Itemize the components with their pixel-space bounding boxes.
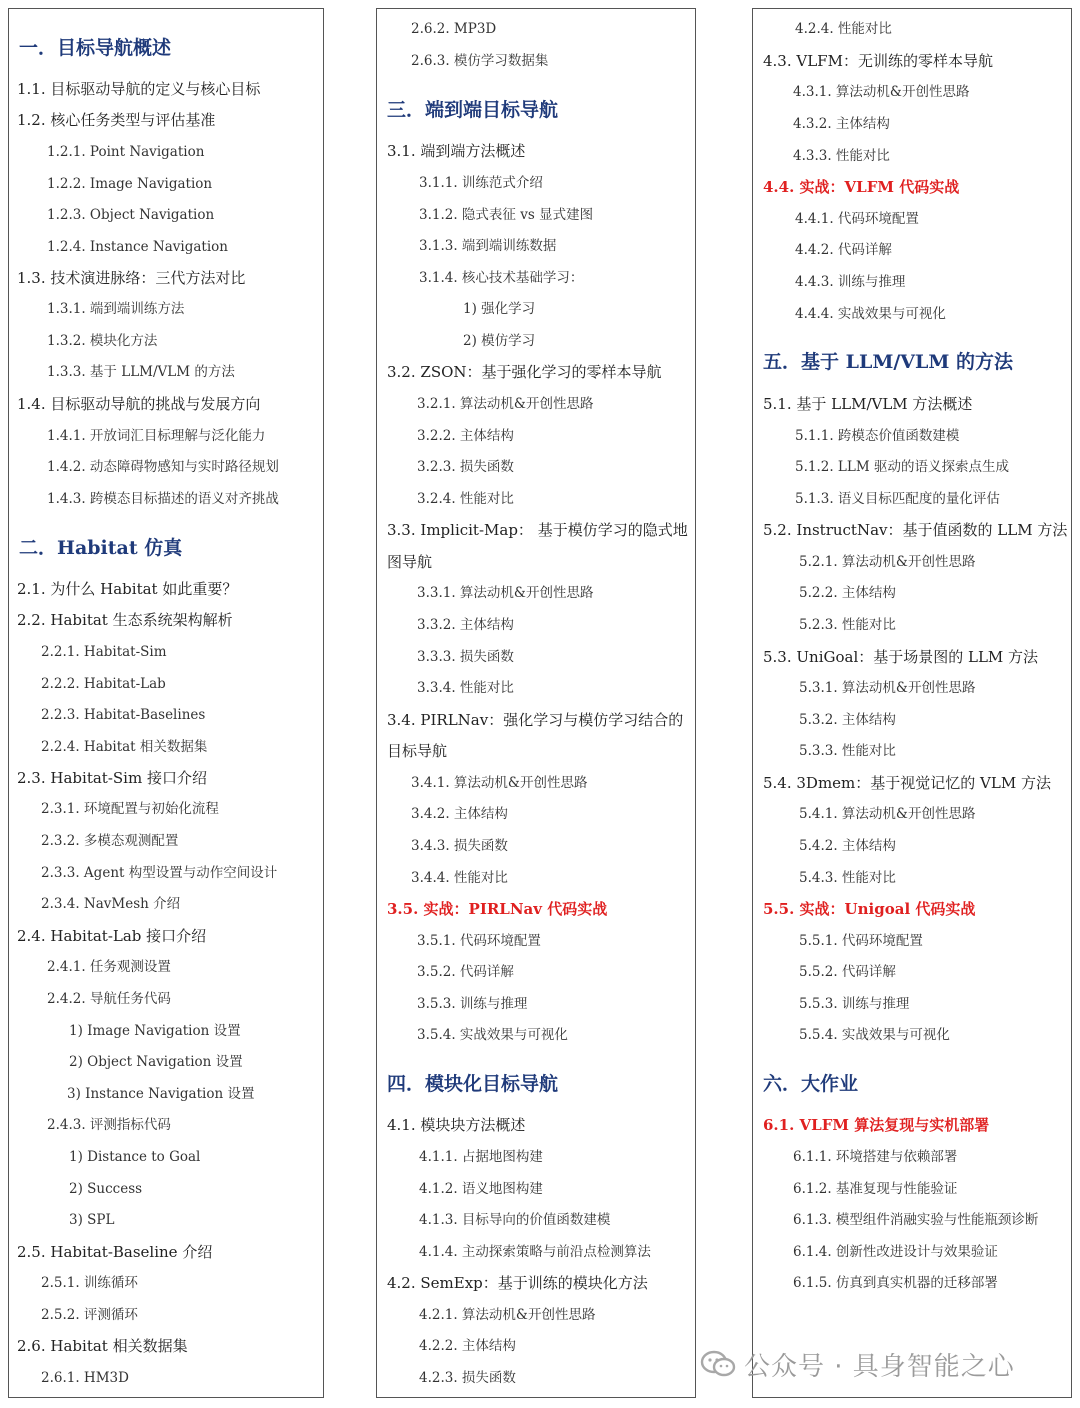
toc-entry: 5.1.3. 语义目标匹配度的量化评估 — [795, 491, 1000, 507]
toc-entry: 2.4.2. 导航任务代码 — [47, 991, 171, 1007]
toc-entry: 5.2.3. 性能对比 — [799, 617, 896, 633]
highlight-section: 4.4. 实战：VLFM 代码实战 — [763, 178, 960, 196]
toc-entry: 4.1. 模块块方法概述 — [387, 1116, 526, 1134]
toc-entry: 2.1. 为什么 Habitat 如此重要？ — [17, 580, 238, 598]
toc-entry: 2.4.1. 任务观测设置 — [47, 959, 171, 975]
toc-entry: 5.4.2. 主体结构 — [799, 838, 896, 854]
toc-entry: 3.5.4. 实战效果与可视化 — [417, 1027, 568, 1043]
toc-entry: 4.2.4. 性能对比 — [795, 21, 892, 37]
toc-entry: 6.1.3. 模型组件消融实验与性能瓶颈诊断 — [793, 1212, 1039, 1228]
toc-entry: 5.5.4. 实战效果与可视化 — [799, 1027, 950, 1043]
toc-entry: 3.1.1. 训练范式介绍 — [419, 175, 543, 191]
chapter-heading: 四．模块化目标导航 — [387, 1073, 559, 1095]
toc-entry: 3.5.1. 代码环境配置 — [417, 933, 541, 949]
toc-column-3 — [752, 8, 1072, 1398]
toc-entry: 3.3.3. 损失函数 — [417, 649, 514, 665]
toc-entry: 3.3.1. 算法动机&开创性思路 — [417, 585, 594, 601]
toc-entry: 3.4.2. 主体结构 — [411, 806, 508, 822]
toc-entry: 1.2.4. Instance Navigation — [47, 239, 228, 255]
toc-entry: 4.4.3. 训练与推理 — [795, 274, 906, 290]
toc-entry: 1.1. 目标驱动导航的定义与核心目标 — [17, 80, 261, 98]
toc-entry: 4.3.2. 主体结构 — [793, 116, 890, 132]
toc-entry: 目标导航 — [387, 742, 448, 760]
toc-entry: 5.2.1. 算法动机&开创性思路 — [799, 554, 976, 570]
toc-entry: 2.3.2. 多模态观测配置 — [41, 833, 179, 849]
watermark-text: 公众号 · 具身智能之心 — [744, 1351, 1015, 1382]
toc-entry: 4.4.4. 实战效果与可视化 — [795, 306, 946, 322]
toc-entry: 4.2.1. 算法动机&开创性思路 — [419, 1307, 596, 1323]
toc-entry: 3.2.4. 性能对比 — [417, 491, 514, 507]
toc-entry: 3.4.4. 性能对比 — [411, 870, 508, 886]
toc-entry: 3.2.1. 算法动机&开创性思路 — [417, 396, 594, 412]
toc-entry: 4.3. VLFM：无训练的零样本导航 — [763, 52, 993, 70]
toc-entry: 3) Instance Navigation 设置 — [67, 1086, 255, 1102]
toc-entry: 5.5.3. 训练与推理 — [799, 996, 910, 1012]
toc-entry: 2.4.3. 评测指标代码 — [47, 1117, 171, 1133]
toc-entry: 2.3. Habitat-Sim 接口介绍 — [17, 769, 207, 787]
toc-entry: 5.4.3. 性能对比 — [799, 870, 896, 886]
toc-entry: 4.2. SemExp：基于训练的模块化方法 — [387, 1274, 648, 1292]
chapter-heading: 一．目标导航概述 — [19, 37, 172, 59]
chapter-heading: 五．基于 LLM/VLM 的方法 — [763, 351, 1014, 373]
toc-entry: 2.2.3. Habitat-Baselines — [41, 707, 206, 723]
toc-entry: 3.2.2. 主体结构 — [417, 428, 514, 444]
toc-entry: 5.2.2. 主体结构 — [799, 585, 896, 601]
toc-entry: 2) 模仿学习 — [463, 333, 536, 349]
toc-entry: 5.3.2. 主体结构 — [799, 712, 896, 728]
toc-entry: 1.3.2. 模块化方法 — [47, 333, 158, 349]
toc-entry: 6.1.1. 环境搭建与依赖部署 — [793, 1149, 958, 1165]
toc-entry: 1.2.3. Object Navigation — [47, 207, 215, 223]
toc-entry: 5.5.1. 代码环境配置 — [799, 933, 923, 949]
toc-entry: 1.3.3. 基于 LLM/VLM 的方法 — [47, 364, 235, 380]
toc-entry: 1.4.1. 开放词汇目标理解与泛化能力 — [47, 428, 266, 444]
toc-entry: 1) Distance to Goal — [69, 1149, 201, 1165]
toc-entry: 3.4.3. 损失函数 — [411, 838, 508, 854]
toc-entry: 5.3. UniGoal：基于场景图的 LLM 方法 — [763, 648, 1039, 666]
toc-entry: 1.2.1. Point Navigation — [47, 144, 205, 160]
chapter-heading: 六．大作业 — [763, 1073, 859, 1095]
toc-entry: 3.3.2. 主体结构 — [417, 617, 514, 633]
toc-entry: 3.4.1. 算法动机&开创性思路 — [411, 775, 588, 791]
toc-entry: 2.6.1. HM3D — [41, 1370, 129, 1386]
toc-entry: 1.4.2. 动态障碍物感知与实时路径规划 — [47, 459, 279, 475]
toc-entry: 1) 强化学习 — [463, 301, 536, 317]
toc-entry: 1.3.1. 端到端训练方法 — [47, 301, 185, 317]
toc-entry: 1.4.3. 跨模态目标描述的语义对齐挑战 — [47, 491, 279, 507]
highlight-section: 3.5. 实战：PIRLNav 代码实战 — [387, 900, 608, 918]
toc-entry: 4.3.3. 性能对比 — [793, 148, 890, 164]
toc-entry: 4.4.1. 代码环境配置 — [795, 211, 919, 227]
toc-entry: 4.4.2. 代码详解 — [795, 242, 892, 258]
chapter-heading: 三．端到端目标导航 — [387, 99, 559, 121]
toc-entry: 6.1.2. 基准复现与性能验证 — [793, 1181, 958, 1197]
toc-entry: 5.5.2. 代码详解 — [799, 964, 896, 980]
toc-entry: 2.2.2. Habitat-Lab — [41, 676, 166, 692]
toc-column-2 — [376, 8, 696, 1398]
highlight-section: 5.5. 实战：Unigoal 代码实战 — [763, 900, 976, 918]
toc-entry: 5.1. 基于 LLM/VLM 方法概述 — [763, 395, 973, 413]
toc-entry: 5.2. InstructNav：基于值函数的 LLM 方法 — [763, 521, 1068, 539]
toc-entry: 3.3.4. 性能对比 — [417, 680, 514, 696]
toc-entry: 2.6. Habitat 相关数据集 — [17, 1337, 188, 1355]
toc-entry: 3) SPL — [69, 1212, 115, 1228]
toc-entry: 2.5. Habitat-Baseline 介绍 — [17, 1243, 213, 1261]
toc-entry: 2.6.2. MP3D — [411, 21, 497, 37]
toc-entry: 2.3.1. 环境配置与初始化流程 — [41, 801, 219, 817]
toc-entry: 3.2.3. 损失函数 — [417, 459, 514, 475]
toc-entry: 4.2.3. 损失函数 — [419, 1370, 516, 1386]
toc-entry: 3.5.3. 训练与推理 — [417, 996, 528, 1012]
toc-entry: 6.1.5. 仿真到真实机器的迁移部署 — [793, 1275, 998, 1291]
toc-column-1 — [8, 8, 324, 1398]
toc-entry: 2.2.4. Habitat 相关数据集 — [41, 739, 208, 755]
toc-entry: 1.3. 技术演进脉络：三代方法对比 — [17, 269, 246, 287]
toc-entry: 4.2.2. 主体结构 — [419, 1338, 516, 1354]
toc-entry: 2.5.1. 训练循环 — [41, 1275, 138, 1291]
chapter-heading: 二．Habitat 仿真 — [19, 537, 183, 559]
toc-entry: 2.3.4. NavMesh 介绍 — [41, 896, 181, 912]
wechat-icon — [700, 1349, 736, 1379]
toc-entry: 图导航 — [387, 553, 433, 571]
toc-entry: 3.1. 端到端方法概述 — [387, 142, 526, 160]
toc-entry: 3.3. Implicit-Map： 基于模仿学习的隐式地 — [387, 521, 688, 539]
toc-entry: 2) Object Navigation 设置 — [69, 1054, 243, 1070]
toc-entry: 1.2. 核心任务类型与评估基准 — [17, 111, 216, 129]
watermark — [700, 1342, 1015, 1386]
highlight-section: 6.1. VLFM 算法复现与实机部署 — [763, 1116, 990, 1134]
toc-entry: 1) Image Navigation 设置 — [69, 1023, 241, 1039]
toc-entry: 1.4. 目标驱动导航的挑战与发展方向 — [17, 395, 261, 413]
toc-entry: 3.5.2. 代码详解 — [417, 964, 514, 980]
toc-entry: 4.1.4. 主动探索策略与前沿点检测算法 — [419, 1244, 651, 1260]
toc-entry: 1.2.2. Image Navigation — [47, 176, 213, 192]
toc-entry: 2.4. Habitat-Lab 接口介绍 — [17, 927, 207, 945]
toc-entry: 3.1.4. 核心技术基础学习： — [419, 270, 584, 286]
toc-entry: 2.3.3. Agent 构型设置与动作空间设计 — [41, 865, 278, 881]
toc-entry: 3.2. ZSON：基于强化学习的零样本导航 — [387, 363, 662, 381]
toc-entry: 4.1.2. 语义地图构建 — [419, 1181, 543, 1197]
toc-entry: 4.3.1. 算法动机&开创性思路 — [793, 84, 970, 100]
toc-entry: 5.3.3. 性能对比 — [799, 743, 896, 759]
toc-entry: 5.4. 3Dmem：基于视觉记忆的 VLM 方法 — [763, 774, 1051, 792]
toc-entry: 2.2. Habitat 生态系统架构解析 — [17, 611, 233, 629]
toc-entry: 3.1.2. 隐式表征 vs 显式建图 — [419, 207, 594, 223]
toc-entry: 2.2.1. Habitat-Sim — [41, 644, 167, 660]
toc-entry: 5.3.1. 算法动机&开创性思路 — [799, 680, 976, 696]
toc-entry: 5.1.2. LLM 驱动的语义探索点生成 — [795, 459, 1009, 475]
toc-entry: 6.1.4. 创新性改进设计与效果验证 — [793, 1244, 998, 1260]
toc-entry: 5.4.1. 算法动机&开创性思路 — [799, 806, 976, 822]
toc-entry: 2.5.2. 评测循环 — [41, 1307, 138, 1323]
toc-entry: 2.6.3. 模仿学习数据集 — [411, 53, 549, 69]
toc-entry: 3.4. PIRLNav：强化学习与模仿学习结合的 — [387, 711, 684, 729]
toc-entry: 5.1.1. 跨模态价值函数建模 — [795, 428, 960, 444]
toc-entry: 4.1.1. 占据地图构建 — [419, 1149, 543, 1165]
toc-entry: 2) Success — [69, 1181, 143, 1197]
toc-entry: 3.1.3. 端到端训练数据 — [419, 238, 557, 254]
toc-entry: 4.1.3. 目标导向的价值函数建模 — [419, 1212, 611, 1228]
